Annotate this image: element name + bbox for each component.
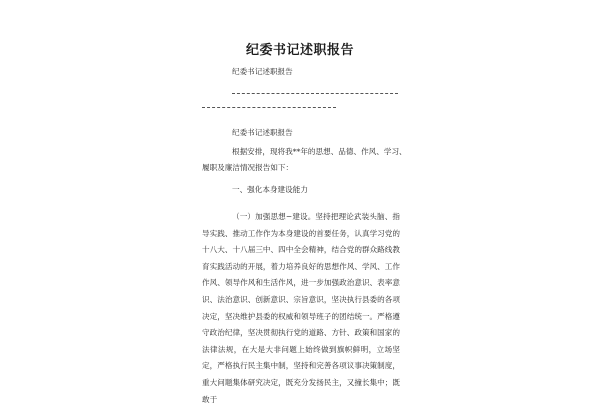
section-1-heading: 一、强化本身建设能力 <box>232 185 308 194</box>
section-1-paragraph: （一）加强思想−建设。坚持把理论武装头脑、指导实践、推动工作作为本身建设的首要任务，认真学习党的十八大、十八届三中、四中全会精神，结合党的群众路线教育实践活动的开展，着力培养良好的思想作风、学风、工作作风、领导作风和生活作风，进一步加强政治意识、表率意识、法治意识、创新意识、宗旨意识，坚决执行县委的各项决定，坚决维护县委的权威和领导班子的团结统一。严格遵守政治纪律，坚决贯彻执行党的道路、方针、政策和国家的法律法规，在大是大非问题上始终做到旗帜鲜明，立场坚定，严格执行民主集中制，坚持和完善各项议事决策制度，重大问题集体研究决定，既充分发扬民主，又撞长集中；既敢于 <box>202 212 400 404</box>
intro-line-1: 根据安排，现将我**年的思想、品德、作风、学习、 <box>232 147 407 156</box>
document-subtitle: 纪委书记述职报告 <box>232 67 293 76</box>
intro-line-2: 履职及廉洁情况报告如下： <box>202 163 294 172</box>
dashed-separator-top <box>232 93 398 94</box>
repeat-heading: 纪委书记述职报告 <box>232 128 293 137</box>
document-title: 纪委书记述职报告 <box>245 43 354 58</box>
dashed-separator-bottom <box>202 107 336 108</box>
